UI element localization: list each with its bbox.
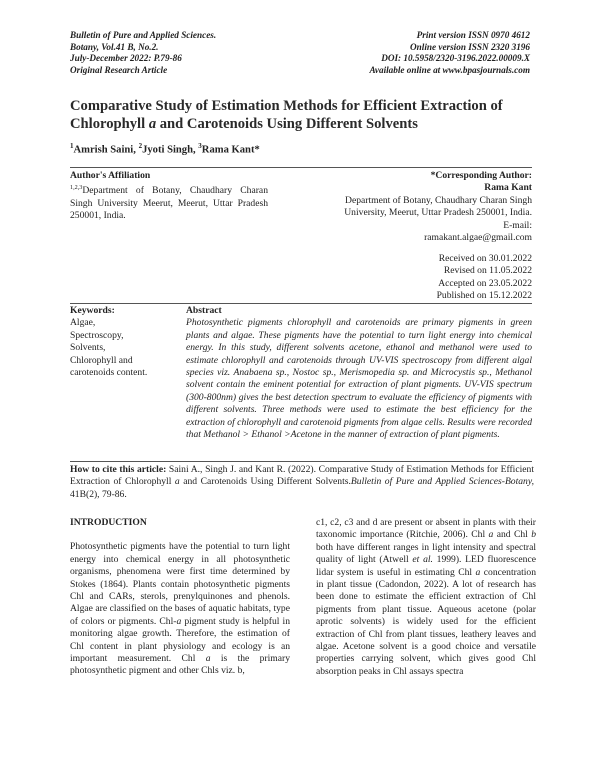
accepted-date: Accepted on 23.05.2022 xyxy=(438,277,532,289)
revised-date: Revised on 11.05.2022 xyxy=(443,265,532,277)
divider xyxy=(70,461,532,462)
article-type: Original Research Article xyxy=(70,64,168,75)
corresponding-address-1: Department of Botany, Chaudhary Charan Singh xyxy=(345,194,532,206)
email-label: E-mail: xyxy=(503,219,532,231)
author-affiliation xyxy=(70,170,268,223)
keyword-item: Spectroscopy, xyxy=(70,329,124,341)
keywords xyxy=(70,305,178,379)
print-issn: Print version ISSN 0970 4612 xyxy=(416,30,530,40)
author-kant: Rama Kant* xyxy=(201,144,260,156)
keywords-label: Keywords: xyxy=(70,305,115,316)
journal-website[interactable]: Available online at www.bpasjournals.com xyxy=(369,64,530,75)
received-date: Received on 30.01.2022 xyxy=(438,253,532,264)
citation-label: How to cite this article: xyxy=(70,464,167,475)
journal-issue: July-December 2022: P.79-86 xyxy=(70,53,182,64)
affiliation-text: $^{1,2,3}$Department of Botany, Chaudhary Charan Singh University Meerut, Meerut, Uttar Pradesh 250001, India. xyxy=(70,184,268,222)
citation: How to cite this article: Saini A., Singh J. and Kant R. (2022). Comparative Study of Estimation Methods for Efficient Extraction of Chlorophyll a and Carotenoids Using Different Solvents.Bulletin of Pure and Applied Sciences-Botany, 41B(2), 79-86. xyxy=(70,464,534,500)
divider xyxy=(70,303,532,304)
keyword-item: Solvents, xyxy=(70,342,106,354)
intro-paragraph-continued: c1, c2, c3 and d are present or absent in plants with their taxonomic importance (Ritchie, 2006). Chl a and Chl b both have different ranges in light intensity and spectral quality of light (Atwell et al. 1999). LED fluorescence lidar system is useful in estimating Chl a concentration in plant tissue (Cadondon, 2022). A lot of research has been done to estimate the efficient extraction of Chl pigments from plant tissue. Aqueous acetone (polar aprotic solvents) is widely used for the efficient extraction of Chl from plant tissues, leathery leaves and algae. Acetone solvent is a good choice and versatile properties carrying solvent, which gives good Chl absorption peaks in Chl assays spectra xyxy=(316,517,537,677)
abstract xyxy=(186,305,532,441)
abstract-text: Photosynthetic pigments chlorophyll and carotenoids are primary pigments in green plants and algae. These pigments have the potential to turn light energy into chemical energy. In this study, different solvents acetone, ethanol and methanol were used to estimate chlorophyll and carotenoids through UV-VIS spectroscopy from different algal species viz. Anabaena sp., Nostoc sp., Merismopedia sp. and Microcystis sp., Methanol solvent contain the eminent potential for extraction of plant pigments. UV-VIS spectrum (300-800nm) gives the best detection spectrum to evaluate the efficiency of pigments with different solvents. Three methods were used to estimate the best efficiency for the extraction of chlorophyll and carotenoid pigments from algae cells. Results were recorded that Methanol > Ethanol >Acetone in the manner of extraction of plant pigments. xyxy=(186,317,532,441)
intro-paragraph: Photosynthetic pigments have the potential to turn light energy into chemical energy in all photosynthetic organisms, phenomena were first time determined by Stokes (1864). Plants contain photosynthetic pigments Chl and CARs, sterols, prenylquinones and phenols. Algae are classified on the bases of aquatic habitats, type of colors or pigments. Chl-a pigment study is helpful in monitoring algae growth. Therefore, the estimation of Chl content in plant physiology and ecology is an important measurement. Chl a is the primary photosynthetic pigment and other Chls viz. b, xyxy=(70,541,291,677)
doi[interactable]: DOI: 10.5958/2320-3196.2022.00009.X xyxy=(381,53,530,64)
corresponding-author xyxy=(292,170,532,244)
left-column xyxy=(70,517,290,678)
paper-title: Comparative Study of Estimation Methods for Efficient Extraction of Chlorophyll a and Carotenoids Using Different Solvents xyxy=(70,98,503,132)
article-dates xyxy=(437,253,532,303)
journal-header-right xyxy=(369,30,530,76)
abstract-label: Abstract xyxy=(186,305,222,316)
right-column xyxy=(316,517,536,678)
journal-volume: Botany, Vol.41 B, No.2. xyxy=(70,41,159,52)
section-heading-introduction: INTRODUCTION xyxy=(70,517,147,528)
affiliation-label: Author's Affiliation xyxy=(70,170,151,181)
email-link[interactable]: ramakant.algae@gmail.com xyxy=(424,232,532,244)
corresponding-label: *Corresponding Author: xyxy=(430,170,532,181)
journal-header-left xyxy=(70,30,216,76)
keyword-item: Algae, xyxy=(70,317,96,329)
online-issn: Online version ISSN 2320 3196 xyxy=(410,41,530,52)
keyword-item: Chlorophyll and xyxy=(70,354,133,366)
corresponding-name: Rama Kant xyxy=(484,182,532,194)
author-list: $^1$Amrish Saini, $^2$Jyoti Singh, $^3$Rama Kant* xyxy=(70,142,260,156)
divider xyxy=(70,167,532,168)
corresponding-address-2: University, Meerut, Uttar Pradesh 250001, India. xyxy=(344,207,532,219)
author-singh: Jyoti Singh, xyxy=(142,144,199,156)
keyword-item: carotenoids content. xyxy=(70,367,148,379)
published-date: Published on 15.12.2022 xyxy=(436,290,532,302)
author-saini: Amrish Saini, xyxy=(73,144,139,156)
journal-name: Bulletin of Pure and Applied Sciences. xyxy=(70,30,217,40)
